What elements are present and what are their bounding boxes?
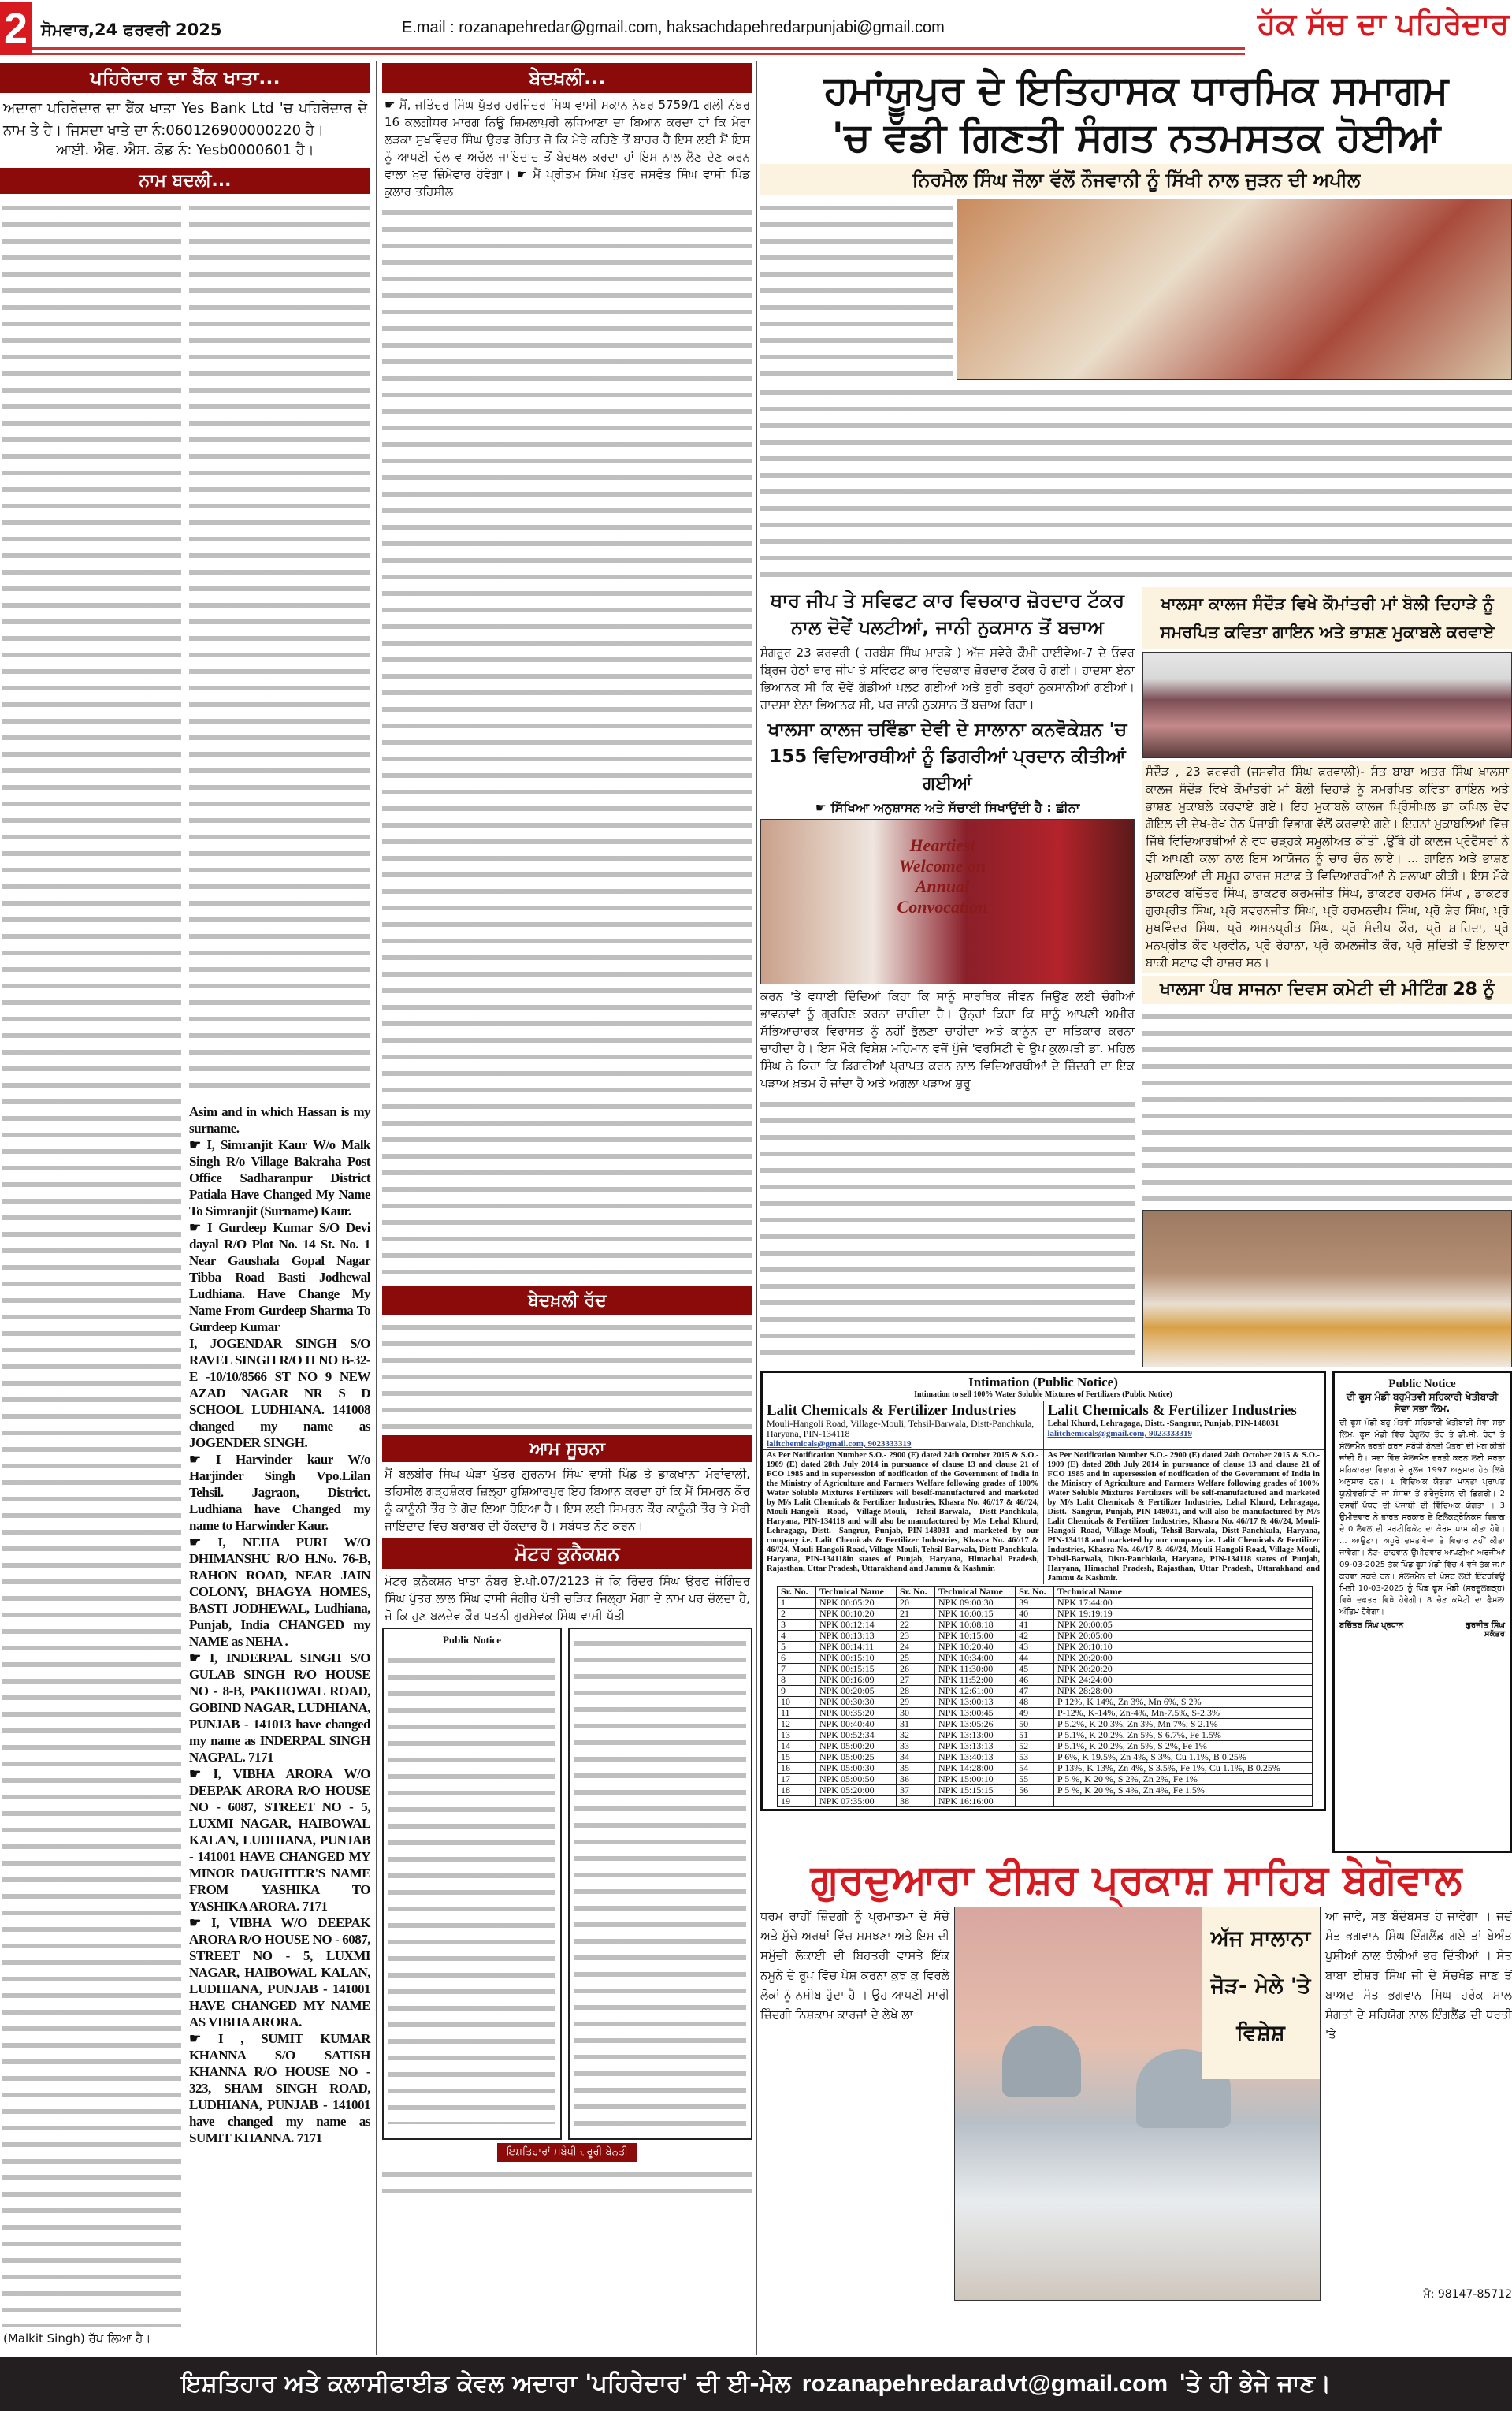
- serial-number-cell: 40: [1016, 1609, 1054, 1620]
- serial-number-cell: 27: [897, 1675, 935, 1686]
- technical-name-cell: NPK 20:00:05: [1054, 1620, 1313, 1631]
- table-row: [778, 1774, 1313, 1785]
- company-address: Lehal Khurd, Lehragaga, Distt. -Sangrur, Punjab, PIN-148031: [1047, 1419, 1280, 1428]
- disinheritance-cancel-text: [382, 1318, 752, 1432]
- serial-number-cell: 6: [778, 1653, 816, 1664]
- mid-stories-row: [760, 587, 1512, 1367]
- technical-name-cell: P 5 %, K 20 %, S 2%, Zn 2%, Fe 1%: [1054, 1774, 1313, 1785]
- notice-item: I, JOGENDAR SINGH S/O RAVEL SINGH R/O H NO B-32-E -10/10/8566 ST NO 9 NEW AZAD NAGAR NR S D SCHOOL LUDHIANA. 141008 changed my name as JOGENDER SINGH.: [189, 1336, 370, 1450]
- table-row: [778, 1730, 1313, 1741]
- serial-number-cell: 26: [897, 1664, 935, 1675]
- technical-name-cell: NPK 10:20:40: [935, 1642, 1016, 1653]
- technical-name-cell: NPK 13:00:13: [935, 1697, 1016, 1708]
- serial-number-cell: 10: [778, 1697, 816, 1708]
- khalsa-panth-text: [1142, 1007, 1512, 1207]
- column-divider: [756, 61, 757, 2355]
- technical-name-cell: P 5 %, K 20 %, S 4%, Zn 4%, Fe 1.5%: [1054, 1785, 1313, 1796]
- gurdwara-photo: [954, 1907, 1321, 2301]
- college-headline: [1142, 587, 1512, 649]
- serial-number-cell: 2: [778, 1609, 816, 1620]
- general-notice-text: ਮੈਂ ਬਲਬੀਰ ਸਿੰਘ ਘੇੜਾ ਪੁੱਤਰ ਗੁਰਨਾਮ ਸਿੰਘ ਵਾਸੀ ਪਿੰਡ ਤੇ ਡਾਕਖਾਨਾ ਮੋਰਾਂਵਾਲੀ, ਤਹਿਸੀਲ ਗੜ੍ਹਸ਼ੰਕਰ ਜ਼ਿਲ੍ਹਾ ਹੁਸ਼ਿਆਰਪੁਰ ਇਹ ਬਿਆਨ ਕਰਦਾ ਹਾਂ ਕਿ ਮੈਂ ਸਿਮਰਨ ਕੌਰ ਨੂੰ ਕਾਨੂੰਨੀ ਤੌਰ ਤੇ ਗੋਦ ਲਿਆ ਹੋਇਆ ਹੈ। ਇਸ ਲਈ ਸਿਮਰਨ ਕੌਰ ਕਾਨੂੰਨੀ ਤੌਰ ਤੇ ਮੇਰੀ ਜਾਇਦਾਦ ਵਿਚ ਬਰਾਬਰ ਦੀ ਹੱਕਦਾਰ ਹੈ। ਸਬੰਧਤ ਨੋਟ ਕਰਨ।: [385, 1467, 750, 1533]
- gurdwara-text-right: ਆ ਜਾਵੇ, ਸਭ ਬੰਦੋਬਸਤ ਹੋ ਜਾਵੇਗਾ । ਜਦੋਂ ਸੰਤ ਭਗਵਾਨ ਸਿੰਘ ਇੰਗਲੈਂਡ ਗਏ ਤਾਂ ਬੇਅੰਤ ਖੁਸ਼ੀਆਂ ਨਾਲ ਝੋਲੀਆਂ ਭਰ ਦਿੱਤੀਆਂ । ਸੰਤ ਬਾਬਾ ਈਸ਼ਰ ਸਿੰਘ ਜੀ ਦੇ ਸੱਚਖੰਡ ਜਾਣ ਤੋਂ ਬਾਅਦ ਸੰਤ ਭਗਵਾਨ ਸਿੰਘ ਹਰੇਕ ਸਾਲ ਸੰਗਤਾਂ ਦੇ ਸਹਿਯੋਗ ਨਾਲ ਇੰਗਲੈਂਡ ਦੀ ਧਰਤੀ 'ਤੇ: [1325, 1909, 1512, 2041]
- main-story-text: [760, 199, 953, 380]
- table-header: Technical Name: [815, 1587, 896, 1598]
- table-row: [778, 1642, 1313, 1653]
- table-row: [778, 1719, 1313, 1730]
- serial-number-cell: 21: [897, 1609, 935, 1620]
- issue-date: ਸੋਮਵਾਰ,24 ਫਰਵਰੀ 2025: [41, 20, 222, 39]
- motor-connection-text: ਮੋਟਰ ਕੁਨੈਕਸ਼ਨ ਖਾਤਾ ਨੰਬਰ ਏ.ਪੀ.07/2123 ਜੋ ਕਿ ਰਿੰਦਰ ਸਿੰਘ ਉਰਫ ਜੋਗਿੰਦਰ ਸਿੰਘ ਪੁੱਤਰ ਲਾਲ ਸਿੰਘ ਵਾਸੀ ਜੰਗੀਰ ਪੱਤੀ ਚੜਿੱਕ ਜਿਲ੍ਹਾ ਮੋਗਾ ਦੇ ਨਾਮ ਪਰ ਚੱਲਦਾ ਹੈ, ਜੋ ਕਿ ਹੁਣ ਬਲਦੇਵ ਕੌਰ ਪਤਨੀ ਗੁਰਸੇਵਕ ਸਿੰਘ ਵਾਸੀ ਪੱਤੀ: [385, 1574, 750, 1623]
- technical-name-cell: NPK 15:00:10: [935, 1774, 1016, 1785]
- technical-name-cell: NPK 00:16:09: [815, 1675, 896, 1686]
- intimation-notice: [760, 1371, 1326, 1811]
- technical-name-cell: NPK 09:00:30: [935, 1598, 1016, 1609]
- table-row: [778, 1708, 1313, 1719]
- table-row: [778, 1796, 1313, 1807]
- president-signature: ਬਚਿੱਤਰ ਸਿੰਘ ਪ੍ਰਧਾਨ: [1339, 1621, 1404, 1630]
- notice-last-line: (Malkit Singh) ਰੱਖ ਲਿਆ ਹੈ।: [3, 2331, 151, 2346]
- notice-item: ☛ I, VIBHA W/O DEEPAK ARORA R/O HOUSE NO - 6087, STREET NO - 5, LUXMI NAGAR, HAIBOWAL KALAN, LUDHIANA, PUNJAB - 141001 HAVE CHANGED MY NAME AS VIBHA ARORA.: [189, 1915, 370, 2030]
- notice-item: ☛ I, Simranjit Kaur W/o Malk Singh R/o Village Bakraha Post Office Sadharanpur District Patiala Have Changed My Name To Simranjit (Surname) Kaur.: [189, 1137, 370, 1219]
- company-name: Lalit Chemicals & Fertilizer Industries: [767, 1402, 1016, 1419]
- college-headline-line-1: ਖਾਲਸਾ ਕਾਲਜ ਸੰਦੌੜ ਵਿਖੇ ਕੌਮਾਂਤਰੀ ਮਾਂ ਬੋਲੀ ਦਿਹਾੜੇ ਨੂੰ: [1161, 594, 1494, 613]
- technical-name-cell: P 12%, K 14%, Zn 3%, Mn 6%, S 2%: [1054, 1697, 1313, 1708]
- serial-number-cell: 12: [778, 1719, 816, 1730]
- technical-name-cell: NPK 14:28:00: [935, 1763, 1016, 1774]
- public-notice-title: Public Notice: [1388, 1378, 1456, 1390]
- convocation-headline-line-1: ਖਾਲਸਾ ਕਾਲਜ ਚਵਿੰਡਾ ਦੇਵੀ ਦੇ ਸਾਲਾਨਾ ਕਨਵੋਕੇਸ਼ਨ 'ਚ: [767, 720, 1127, 740]
- serial-number-cell: 52: [1016, 1741, 1054, 1752]
- company-address: Mouli-Hangoli Road, Village-Mouli, Tehsil-Barwala, Distt-Panchkula, Haryana, PIN-134118: [767, 1418, 1035, 1439]
- serial-number-cell: 39: [1016, 1598, 1054, 1609]
- footer-suffix: 'ਤੇ ਹੀ ਭੇਜੇ ਜਾਣ।: [1179, 2370, 1332, 2398]
- fertilizer-grades-table: [777, 1586, 1313, 1807]
- technical-name-cell: NPK 05:00:30: [815, 1763, 896, 1774]
- notice-item: Asim and in which Hassan is my surname.: [189, 1104, 370, 1136]
- technical-name-cell: P-12%, K-14%, Zn-4%, Mn-7.5%, S-2.3%: [1054, 1708, 1313, 1719]
- technical-name-cell: NPK 20:05:00: [1054, 1631, 1313, 1642]
- technical-name-cell: NPK 12:61:00: [935, 1686, 1016, 1697]
- serial-number-cell: 30: [897, 1708, 935, 1719]
- annual-fair-tag: ਅੱਜ ਸਾਲਾਨਾ ਜੋੜ- ਮੇਲੇ 'ਤੇ ਵਿਸ਼ੇਸ਼: [1202, 1907, 1320, 2079]
- table-row: [778, 1631, 1313, 1642]
- table-row: [778, 1620, 1313, 1631]
- college-event-photo: [1142, 652, 1512, 758]
- serial-number-cell: 18: [778, 1785, 816, 1796]
- notice-item: ☛ I Gurdeep Kumar S/O Devi dayal R/O Plot No. 14 St. No. 1 Near Gaushala Gopal Nagar Tibba Road Basti Jodhewal Ludhiana. Have Change My Name From Gurdeep Sharma To Gurdeep Kumar: [189, 1220, 370, 1334]
- convocation-kicker: ☛ ਸਿੱਖਿਆ ਅਨੁਸ਼ਾਸਨ ਅਤੇ ਸੱਚਾਈ ਸਿਖਾਉਂਦੀ ਹੈ : ਛੀਨਾ: [815, 800, 1080, 815]
- convocation-photo: [760, 819, 1135, 984]
- serial-number-cell: 48: [1016, 1697, 1054, 1708]
- serial-number-cell: 47: [1016, 1686, 1054, 1697]
- table-header: Technical Name: [1054, 1587, 1313, 1598]
- technical-name-cell: NPK 05:20:00: [815, 1785, 896, 1796]
- notice-box-title: Public Notice: [442, 1634, 501, 1646]
- technical-name-cell: NPK 00:14:11: [815, 1642, 896, 1653]
- main-headline: [760, 66, 1512, 161]
- technical-name-cell: NPK 07:35:00: [815, 1796, 896, 1807]
- serial-number-cell: 56: [1016, 1785, 1054, 1796]
- technical-name-cell: NPK 17:44:00: [1054, 1598, 1313, 1609]
- name-change-punjabi-notices: [2, 199, 181, 2327]
- technical-name-cell: [1054, 1796, 1313, 1807]
- notification-left: As Per Notification Number S.O.- 2900 (E) dated 24th October 2015 & S.O.- 1909 (E) dated 28th July 2014 in pursuance of clause 13 and clause 21 of FCO 1985 and in supersession of notification of the Government of India in the Ministry of Agriculture and Farmers Welfare following grades of 100% Water Soluble Mixtures Fertilizers will beself-manufactured and marketed by M/s Lalit Chemicals & Fertilizer Industries, Khasra No. 46//17 & 46//24, Mouli-Hangoli Road, Village-Mouli, Tehsil-Barwala, Distt-Panchkula, Haryana, PIN-134118 and will also be manufactured by M/s Lehal Khurd, Lehragaga, Distt. -Sangrur, Punjab, PIN-148031 and marketed by our company i.e. Lalit Chemicals & Fertilizer Industries, Khasra No. 46//17 & 46//24, Mouli-Hangoli Road, Village-Mouli, Tehsil-Barwala, Distt-Panchkula, Haryana, PIN-134118in states of Punjab, Haryana, Himachal Pradesh, Rajasthan, Uttar Pradesh, Uttarakhand and Jammu & Kashmir.: [763, 1450, 1044, 1584]
- serial-number-cell: 3: [778, 1620, 816, 1631]
- serial-number-cell: 46: [1016, 1675, 1054, 1686]
- technical-name-cell: NPK 00:40:40: [815, 1719, 896, 1730]
- header-rule: [32, 47, 1245, 55]
- serial-number-cell: 13: [778, 1730, 816, 1741]
- table-row: [778, 1752, 1313, 1763]
- serial-number-cell: 41: [1016, 1620, 1054, 1631]
- serial-number-cell: 8: [778, 1675, 816, 1686]
- technical-name-cell: NPK 00:15:10: [815, 1653, 896, 1664]
- newspaper-logo: ਹੱਕ ਸੱਚ ਦਾ ਪਹਿਰੇਦਾਰ: [1257, 6, 1509, 41]
- serial-number-cell: 20: [897, 1598, 935, 1609]
- convocation-headline: [760, 716, 1135, 797]
- bank-account-text: ਅਦਾਰਾ ਪਹਿਰੇਦਾਰ ਦਾ ਬੈਂਕ ਖਾਤਾ Yes Bank Ltd 'ਚ ਪਹਿਰੇਦਾਰ ਦੇ ਨਾਮ ਤੇ ਹੈ। ਜਿਸਦਾ ਖਾਤੇ ਦਾ ਨੰ:060126900000220 ਹੈ।: [3, 100, 367, 139]
- technical-name-cell: NPK 00:30:30: [815, 1697, 896, 1708]
- technical-name-cell: P 5.1%, K 20.2%, Zn 5%, S 2%, Fe 1%: [1054, 1741, 1313, 1752]
- technical-name-cell: NPK 28:28:00: [1054, 1686, 1313, 1697]
- column-divider: [376, 61, 377, 2355]
- technical-name-cell: NPK 13:05:26: [935, 1719, 1016, 1730]
- technical-name-cell: NPK 20:20:20: [1054, 1664, 1313, 1675]
- accident-headline: [760, 587, 1135, 641]
- table-header: Sr. No.: [1016, 1587, 1054, 1598]
- serial-number-cell: 25: [897, 1653, 935, 1664]
- intimation-title: Intimation (Public Notice): [968, 1375, 1118, 1390]
- technical-name-cell: NPK 00:10:20: [815, 1609, 896, 1620]
- serial-number-cell: 32: [897, 1730, 935, 1741]
- college-headline-line-2: ਸਮਰਪਿਤ ਕਵਿਤਾ ਗਾਇਨ ਅਤੇ ਭਾਸ਼ਣ ਮੁਕਾਬਲੇ ਕਰਵਾਏ: [1160, 623, 1495, 642]
- convocation-text: ਕਰਨ 'ਤੇ ਵਧਾਈ ਦਿੰਦਿਆਂ ਕਿਹਾ ਕਿ ਸਾਨੂੰ ਸਾਰਥਿਕ ਜੀਵਨ ਜਿਉਣ ਲਈ ਚੰਗੀਆਂ ਭਾਵਨਾਵਾਂ ਨੂੰ ਗ੍ਰਹਿਣ ਕਰਨਾ ਚਾਹੀਦਾ ਹੈ। ਉਨ੍ਹਾਂ ਕਿਹਾ ਕਿ ਸਾਨੂੰ ਆਪਣੀ ਅਮੀਰ ਸੱਭਿਆਚਾਰਕ ਵਿਰਾਸਤ ਨੂੰ ਨਹੀਂ ਭੁੱਲਣਾ ਚਾਹੀਦਾ ਅਤੇ ਕਾਨੂੰਨ ਦਾ ਸਤਿਕਾਰ ਕਰਨਾ ਚਾਹੀਦਾ ਹੈ। ਇਸ ਮੌਕੇ ਵਿਸ਼ੇਸ਼ ਮਹਿਮਾਨ ਵਜੋਂ ਪੁੱਜੇ 'ਵਰਸਿਟੀ ਦੇ ਉਪ ਕੁਲਪਤੀ ਡਾ. ਮਹਿਲ ਸਿੰਘ ਨੇ ਕਿਹਾ ਕਿ ਡਿਗਰੀਆਂ ਪ੍ਰਾਪਤ ਕਰਨ ਨਾਲ ਵਿਦਿਆਰਥੀਆਂ ਦੇ ਜ਼ਿੰਦਗੀ ਦਾ ਇਕ ਪੜਾਅ ਖ਼ਤਮ ਹੋ ਜਾਂਦਾ ਹੈ ਅਤੇ ਅਗਲਾ ਪੜਾਅ ਸ਼ੁਰੂ: [760, 989, 1135, 1090]
- ad-request-heading: ਇਸ਼ਤਿਹਾਰਾਂ ਸਬੰਧੀ ਜ਼ਰੂਰੀ ਬੇਨਤੀ: [497, 2143, 637, 2162]
- footer-banner: [0, 2357, 1512, 2411]
- disinheritance-cancel-heading: ਬੇਦਖ਼ਲੀ ਰੱਦ: [382, 1286, 752, 1315]
- main-story-photo: [957, 199, 1512, 380]
- notice-item: ☛ I Harvinder kaur W/o Harjinder Singh Vpo.Lilan Tehsil. Jagraon, District. Ludhiana have Changed my name to Harwinder Kaur.: [189, 1452, 370, 1533]
- serial-number-cell: 4: [778, 1631, 816, 1642]
- main-headline-line-1: ਹਮਾਂਯੂਪੁਰ ਦੇ ਇਤਿਹਾਸਕ ਧਾਰਮਿਕ ਸਮਾਗਮ: [823, 67, 1449, 113]
- right-stories: [1142, 587, 1512, 1367]
- serial-number-cell: 9: [778, 1686, 816, 1697]
- technical-name-cell: NPK 10:34:00: [935, 1653, 1016, 1664]
- notification-right: As Per Notification Number S.O.- 2900 (E) dated 24th October 2015 & S.O.- 1909 (E) dated 28th July 2014 in pursuance of clause 13 and clause 21 of FCO 1985 and in supersession of notification of the Government of India in the Ministry of Agriculture and Farmers Welfare following grades of 100% Water Soluble Mixtures Fertilizers will be self-manufactured and marketed by M/s Lalit Chemicals & Fertilizer Industries, Lehal Khurd, Lehragaga, Distt. -Sangrur, Punjab, PIN-148031, and will also be manufactured by M/s Lalit Chemicals & Fertilizer Industries, Khasra No. 46//17 & 46//24, Mouli-Hangoli Road, Village-Mouli, Tehsil-Barwala, Distt-Panchkula, Haryana, PIN-134118 and marketed by our company i.e. Lalit Chemicals & Fertilizer Industries, Khasra No. 46//17 & 46//24, Mouli-Hangoli Road, Village-Mouli, Tehsil-Barwala, Distt-Panchkula, Haryana, PIN-134118 states of Punjab, Haryana, Himachal Pradesh, Rajasthan, Uttar Pradesh, Uttarakhand and Jammu & Kashmir.: [1047, 1451, 1320, 1583]
- serial-number-cell: 14: [778, 1741, 816, 1752]
- convocation-headline-line-2: 155 ਵਿਦਿਆਰਥੀਆਂ ਨੂੰ ਡਿਗਰੀਆਂ ਪ੍ਰਦਾਨ ਕੀਤੀਆਂ ਗਈਆਂ: [769, 746, 1126, 794]
- committee-meeting-photo: [1142, 1210, 1512, 1367]
- technical-name-cell: NPK 13:13:13: [935, 1741, 1016, 1752]
- technical-name-cell: NPK 10:15:00: [935, 1631, 1016, 1642]
- technical-name-cell: NPK 00:52:34: [815, 1730, 896, 1741]
- general-notice-heading: ਆਮ ਸੂਚਨਾ: [382, 1435, 752, 1462]
- notice-box-body: [574, 1634, 746, 2134]
- technical-name-cell: NPK 20:20:00: [1054, 1653, 1313, 1664]
- bank-account-heading: ਪਹਿਰੇਦਾਰ ਦਾ ਬੈਂਕ ਖਾਤਾ...: [0, 63, 370, 93]
- serial-number-cell: 33: [897, 1741, 935, 1752]
- right-column: [760, 66, 1512, 2301]
- serial-number-cell: 24: [897, 1642, 935, 1653]
- technical-name-cell: NPK 00:12:14: [815, 1620, 896, 1631]
- serial-number-cell: 19: [778, 1796, 816, 1807]
- table-row: [778, 1598, 1313, 1609]
- technical-name-cell: NPK 11:52:00: [935, 1675, 1016, 1686]
- serial-number-cell: 7: [778, 1664, 816, 1675]
- notice-item: ☛ I, VIBHA ARORA W/O DEEPAK ARORA R/O HOUSE NO - 6087, STREET NO - 5, LUXMI NAGAR, HAIBOWAL KALAN, LUDHIANA, PUNJAB - 141001 HAVE CHANGED MY MINOR DAUGHTER'S NAME FROM YASHIKA TO YASHIKA ARORA. 7171: [189, 1766, 370, 1914]
- company-row: [763, 1401, 1324, 1450]
- notice-item: ☛ I, NEHA PURI W/O DHIMANSHU R/O H.No. 76-B, RAHON ROAD, NEAR JAIN COLONY, BHAGYA HOMES, BASTI JODHEWAL, Ludhiana, Punjab, India CHANGED my NAME as NEHA .: [189, 1535, 370, 1649]
- technical-name-cell: NPK 11:30:00: [935, 1664, 1016, 1675]
- company-right: [1044, 1401, 1324, 1449]
- table-row: [778, 1675, 1313, 1686]
- serial-number-cell: 17: [778, 1774, 816, 1785]
- serial-number-cell: 36: [897, 1774, 935, 1785]
- contact-email: E.mail : rozanapehredar@gmail.com, haksachdapehredarpunjabi@gmail.com: [402, 19, 945, 36]
- main-story-text-cols: [760, 383, 1512, 584]
- notices-row: [760, 1371, 1512, 1853]
- technical-name-cell: NPK 00:05:20: [815, 1598, 896, 1609]
- table-row: [778, 1763, 1313, 1774]
- serial-number-cell: 23: [897, 1631, 935, 1642]
- english-notices: [189, 1103, 370, 2146]
- company-name: Lalit Chemicals & Fertilizer Industries: [1047, 1402, 1297, 1419]
- gurdwara-contact-phone: ਮੋ: 98147-85712: [1423, 2288, 1512, 2301]
- table-row: [778, 1609, 1313, 1620]
- technical-name-cell: NPK 05:00:20: [815, 1741, 896, 1752]
- footer-email[interactable]: rozanapehredaradvt@gmail.com: [801, 2370, 1168, 2397]
- middle-column: [382, 63, 752, 2203]
- serial-number-cell: 31: [897, 1719, 935, 1730]
- technical-name-cell: NPK 13:13:00: [935, 1730, 1016, 1741]
- serial-number-cell: 45: [1016, 1664, 1054, 1675]
- khalsa-panth-headline: ਖਾਲਸਾ ਪੰਥ ਸਾਜਨਾ ਦਿਵਸ ਕਮੇਟੀ ਦੀ ਮੀਟਿੰਗ 28 ਨੂੰ: [1142, 976, 1512, 1004]
- serial-number-cell: 51: [1016, 1730, 1054, 1741]
- motor-connection-heading: ਮੋਟਰ ਕੁਨੈਕਸ਼ਨ: [382, 1538, 752, 1569]
- technical-name-cell: NPK 19:19:19: [1054, 1609, 1313, 1620]
- notice-box-left: [382, 1628, 562, 2140]
- technical-name-cell: NPK 20:10:10: [1054, 1642, 1313, 1653]
- disinheritance-text: ☛ ਮੈਂ, ਜਤਿੰਦਰ ਸਿੰਘ ਪੁੱਤਰ ਹਰਜਿੰਦਰ ਸਿੰਘ ਵਾਸੀ ਮਕਾਨ ਨੰਬਰ 5759/1 ਗਲੀ ਨੰਬਰ 16 ਕਲਗੀਧਰ ਮਾਰਗ ਨਿਊ ਸ਼ਿਮਲਾਪੁਰੀ ਲੁਧਿਆਣਾ ਦਾ ਬਿਆਨ ਕਰਦਾ ਹਾਂ ਕਿ ਮੇਰਾ ਲੜਕਾ ਸੁਖਵਿੰਦਰ ਸਿੰਘ ਉਰਫ ਰੋਹਿਤ ਜੋ ਕਿ ਮੇਰੇ ਕਹਿਣੇ ਤੋਂ ਬਾਹਰ ਹੈ ਇਸ ਲਈ ਮੈਂ ਇਸ ਨੂੰ ਆਪਣੀ ਚੱਲ ਵ ਅਚੱਲ ਜਾਇਦਾਦ ਤੋਂ ਬੇਦਖਲ ਕਰਦਾ ਹਾਂ ਇਸ ਨਾਲ ਲੈਣ ਦੇਣ ਕਰਨ ਵਾਲਾ ਖੁਦ ਜ਼ਿੰਮੇਵਾਰ ਹੋਵੇਗਾ। ☛ ਮੈਂ ਪ੍ਰੀਤਮ ਸਿੰਘ ਪੁੱਤਰ ਜਸਵੰਤ ਸਿੰਘ ਵਾਸੀ ਪਿੰਡ ਕੁਲਾਰ ਤਹਿਸੀਲ: [385, 98, 750, 199]
- company-left: [763, 1401, 1044, 1449]
- technical-name-cell: NPK 00:35:20: [815, 1708, 896, 1719]
- main-subheadline: ਨਿਰਮੈਲ ਸਿੰਘ ਜੌਲਾ ਵੱਲੋਂ ਨੌਜਵਾਨੀ ਨੂੰ ਸਿੱਖੀ ਨਾਲ ਜੁੜਨ ਦੀ ਅਪੀਲ: [760, 164, 1512, 195]
- company-contact[interactable]: lalitchemicals@gmail.com, 9023333319: [767, 1439, 912, 1449]
- gurdwara-row: [760, 1907, 1512, 2301]
- page-number-badge: 2: [0, 2, 32, 55]
- intimation-subtitle: Intimation to sell 100% Water Soluble Mixtures of Fertilizers (Public Notice): [763, 1390, 1324, 1401]
- public-notice-org: ਦੀ ਫੂਸ ਮੰਡੀ ਬਹੁਮੰਤਵੀ ਸਹਿਕਾਰੀ ਖੇਤੀਬਾੜੀ ਸੇਵਾ ਸਭਾ ਲਿਮ.: [1346, 1391, 1499, 1414]
- technical-name-cell: NPK 00:13:13: [815, 1631, 896, 1642]
- technical-name-cell: NPK 13:00:45: [935, 1708, 1016, 1719]
- bank-account-block: [3, 98, 367, 158]
- serial-number-cell: 37: [897, 1785, 935, 1796]
- ifsc-code: ਆਈ. ਐਫ. ਐਸ. ਕੋਡ ਨੰ: Yesb0000601 ਹੈ।: [56, 142, 314, 158]
- secretary-signature: ਗੁਰਜੀਤ ਸਿੰਘ ਸਕੱਤਰ: [1466, 1621, 1505, 1639]
- serial-number-cell: 49: [1016, 1708, 1054, 1719]
- main-headline-line-2: 'ਚ ਵੱਡੀ ਗਿਣਤੀ ਸੰਗਤ ਨਤਮਸਤਕ ਹੋਈਆਂ: [831, 114, 1441, 160]
- technical-name-cell: NPK 15:15:15: [935, 1785, 1016, 1796]
- serial-number-cell: 53: [1016, 1752, 1054, 1763]
- technical-name-cell: NPK 24:24:00: [1054, 1675, 1313, 1686]
- disinheritance-more: [382, 203, 752, 1283]
- serial-number-cell: 50: [1016, 1719, 1054, 1730]
- accident-headline-line-2: ਨਾਲ ਦੋਵੇਂ ਪਲਟੀਆਂ, ਜਾਨੀ ਨੁਕਸਾਨ ਤੋਂ ਬਚਾਅ: [791, 616, 1104, 638]
- technical-name-cell: NPK 16:16:00: [935, 1796, 1016, 1807]
- serial-number-cell: 43: [1016, 1642, 1054, 1653]
- technical-name-cell: NPK 00:15:15: [815, 1664, 896, 1675]
- serial-number-cell: 42: [1016, 1631, 1054, 1642]
- technical-name-cell: P 13%, K 13%, Zn 4%, S 3.5%, Fe 1%, Cu 1.1%, B 0.25%: [1054, 1763, 1313, 1774]
- ad-request-text: [382, 2165, 752, 2203]
- name-change-heading: ਨਾਮ ਬਦਲੀ...: [0, 168, 370, 194]
- serial-number-cell: 1: [778, 1598, 816, 1609]
- gurdwara-text-left: ਧਰਮ ਰਾਹੀਂ ਜ਼ਿੰਦਗੀ ਨੂੰ ਪ੍ਰਮਾਤਮਾ ਦੇ ਸੱਚੇ ਅਤੇ ਸੁੱਚੇ ਅਰਥਾਂ ਵਿੱਚ ਸਮਝਣਾ ਅਤੇ ਇਸ ਦੀ ਸਮੁੱਚੀ ਲੋਕਾਈ ਦੀ ਬਿਹਤਰੀ ਵਾਸਤੇ ਇੱਕ ਨਮੂਨੇ ਦੇ ਰੂਪ ਵਿੱਚ ਪੇਸ਼ ਕਰਨਾ ਕੁਝ ਕੁ ਵਿਰਲੇ ਲੋਕਾਂ ਨੂੰ ਨਸੀਬ ਹੁੰਦਾ ਹੈ । ਉਹ ਆਪਣੀ ਸਾਰੀ ਜ਼ਿੰਦਗੀ ਨਿਸ਼ਕਾਮ ਕਾਰਜਾਂ ਦੇ ਲੇਖੇ ਲਾ: [760, 1909, 949, 2022]
- notification-row: [763, 1450, 1324, 1584]
- technical-name-cell: NPK 13:40:13: [935, 1752, 1016, 1763]
- accident-text: ਸੰਗਰੂਰ 23 ਫਰਵਰੀ ( ਹਰਬੰਸ ਸਿੰਘ ਮਾਰਡੇ ) ਅੱਜ ਸਵੇਰੇ ਕੌਮੀ ਹਾਈਵੇਅ-7 ਦੇ ਓਵਰ ਬ੍ਰਿਜ ਹੇਠਾਂ ਥਾਰ ਜੀਪ ਤੇ ਸਵਿਫਟ ਕਾਰ ਵਿਚਕਾਰ ਜ਼ੋਰਦਾਰ ਟੱਕਰ ਹੋ ਗਈ। ਹਾਦਸਾ ਏਨਾ ਭਿਆਨਕ ਸੀ ਕਿ ਦੋਵੇਂ ਗੱਡੀਆਂ ਪਲਟ ਗਈਆਂ ਅਤੇ ਬੁਰੀ ਤਰ੍ਹਾਂ ਨੁਕਸਾਨੀਆਂ ਗਈਆਂ। ਹਾਦਸਾ ਏਨਾ ਭਿਆਨਕ ਸੀ, ਪਰ ਜਾਨੀ ਨੁਕਸਾਨ ਤੋਂ ਬਚਾਅ ਰਿਹਾ।: [760, 646, 1135, 712]
- serial-number-cell: 55: [1016, 1774, 1054, 1785]
- serial-number-cell: 54: [1016, 1763, 1054, 1774]
- table-header: Sr. No.: [778, 1587, 816, 1598]
- public-notice-box: [1332, 1371, 1512, 1853]
- table-row: [778, 1653, 1313, 1664]
- main-story-row: [760, 199, 1512, 380]
- serial-number-cell: 28: [897, 1686, 935, 1697]
- serial-number-cell: [1016, 1796, 1054, 1807]
- notice-boxes-row: [382, 1628, 752, 2140]
- table-row: [778, 1686, 1313, 1697]
- footer-text: ਇਸ਼ਤਿਹਾਰ ਅਤੇ ਕਲਾਸੀਫਾਈਡ ਕੇਵਲ ਅਦਾਰਾ 'ਪਹਿਰੇਦਾਰ' ਦੀ ਈ-ਮੇਲ: [180, 2370, 791, 2398]
- notice-box-right: [568, 1628, 752, 2140]
- serial-number-cell: 22: [897, 1620, 935, 1631]
- signatures: [1339, 1621, 1505, 1639]
- serial-number-cell: 44: [1016, 1653, 1054, 1664]
- gurdwara-right-col: [1325, 1907, 1512, 2301]
- notice-box-body: [388, 1651, 555, 2124]
- technical-name-cell: NPK 05:00:25: [815, 1752, 896, 1763]
- serial-number-cell: 16: [778, 1763, 816, 1774]
- serial-number-cell: 11: [778, 1708, 816, 1719]
- serial-number-cell: 15: [778, 1752, 816, 1763]
- technical-name-cell: P 5.2%, K 20.3%, Zn 3%, Mn 7%, S 2.1%: [1054, 1719, 1313, 1730]
- accident-headline-line-1: ਥਾਰ ਜੀਪ ਤੇ ਸਵਿਫਟ ਕਾਰ ਵਿਚਕਾਰ ਜ਼ੋਰਦਾਰ ਟੱਕਰ: [771, 590, 1124, 612]
- table-header: Sr. No.: [897, 1587, 935, 1598]
- convocation-banner-text: Heartiest Welcome on Annual Convocation: [897, 835, 988, 917]
- disinheritance-heading: ਬੇਦਖ਼ਲੀ...: [382, 63, 752, 93]
- gurdwara-dome-icon: [1002, 2026, 1081, 2097]
- company-contact[interactable]: lalitchemicals@gmail.com, 9023333319: [1047, 1429, 1192, 1438]
- gurdwara-headline: ਗੁਰਦੁਆਰਾ ਈਸ਼ਰ ਪ੍ਰਕਾਸ਼ ਸਾਹਿਬ ਬੇਗੋਵਾਲ: [810, 1856, 1462, 1903]
- technical-name-cell: NPK 10:08:18: [935, 1620, 1016, 1631]
- college-text: ਸੰਦੌੜ , 23 ਫਰਵਰੀ (ਜਸਵੀਰ ਸਿੰਘ ਫਰਵਾਲੀ)- ਸੰਤ ਬਾਬਾ ਅਤਰ ਸਿੰਘ ਖ਼ਾਲਸਾ ਕਾਲਜ ਸੰਦੌੜ ਵਿਖੇ ਕੌਮਾਂਤਰੀ ਮਾਂ ਬੋਲੀ ਦਿਹਾੜੇ ਨੂੰ ਸਮਰਪਿਤ ਕਵਿਤਾ ਗਾਇਨ ਅਤੇ ਭਾਸ਼ਣ ਮੁਕਾਬਲੇ ਕਰਵਾਏ ਗਏ। ਇਹ ਮੁਕਾਬਲੇ ਕਾਲਜ ਪ੍ਰਿੰਸੀਪਲ ਡਾ ਕਪਿਲ ਦੇਵ ਗੋਇਲ ਦੀ ਦੇਖ-ਰੇਖ ਹੇਠ ਪੰਜਾਬੀ ਵਿਭਾਗ ਵੱਲੋਂ ਕਰਵਾਏ ਗਏ। ਇਹਨਾਂ ਮੁਕਾਬਲਿਆਂ ਵਿੱਚ ਜਿੱਥੇ ਵਿਦਿਆਰਥੀਆਂ ਨੇ ਵਧ ਚੜ੍ਹਕੇ ਸਮੂਲੀਅਤ ਕੀਤੀ ,ਉੱਥੇ ਹੀ ਕਾਲਜ ਪ੍ਰੋਫੈਸਰਾਂ ਨੇ ਵੀ ਆਪਣੀ ਕਲਾ ਨਾਲ ਇਸ ਆਯੋਜਨ ਨੂੰ ਚਾਰ ਚੰਨ ਲਾਏ। ... ਗਾਇਨ ਅਤੇ ਭਾਸ਼ਣ ਮੁਕਾਬਲਿਆਂ ਦੀ ਸਮੂਹ ਕਾਰਜ ਸਟਾਫ ਤੇ ਵਿਦਿਆਰਥੀਆਂ ਨੇ ਸ਼ਲਾਘਾ ਕੀਤੀ। ਇਸ ਮੌਕੇ ਡਾਕਟਰ ਬਚਿੱਤਰ ਸਿੰਘ, ਡਾਕਟਰ ਕਰਮਜੀਤ ਸਿੰਘ, ਡਾਕਟਰ ਹਰਮਨ ਸਿੰਘ , ਡਾਕਟਰ ਗੁਰਪ੍ਰੀਤ ਸਿੰਘ, ਪ੍ਰੋ ਸਵਰਨਜੀਤ ਸਿੰਘ, ਪ੍ਰੋ ਹਰਮਨਦੀਪ ਸਿੰਘ, ਪ੍ਰੋ ਸ਼ੇਰ ਸਿੰਘ, ਪ੍ਰੋ ਸੁਖਵਿੰਦਰ ਸਿੰਘ, ਪ੍ਰੋ ਅਮਨਪ੍ਰੀਤ ਸਿੰਘ, ਪ੍ਰੋ ਸੰਦੀਪ ਕੌਰ, ਪ੍ਰੋ ਸ਼ਾਹਿਦਾ, ਪ੍ਰੋ ਮਨਪ੍ਰੀਤ ਕੌਰ ਪ੍ਰਵੀਨ, ਪ੍ਰੋ ਰੇਹਾਨਾ, ਪ੍ਰੋ ਕਮਲਜੀਤ ਕੌਰ, ਪ੍ਰੋ ਸੁਦਿਤੀ ਤੋਂ ਇਲਾਵਾ ਬਾਕੀ ਸਟਾਫ ਵੀ ਹਾਜ਼ਰ ਸਨ।: [1142, 761, 1512, 973]
- technical-name-cell: NPK 10:00:15: [935, 1609, 1016, 1620]
- notice-item: ☛ I, INDERPAL SINGH S/O GULAB SINGH R/O HOUSE NO - 8-B, PAKHOWAL ROAD, GOBIND NAGAR, LUDHIANA, PUNJAB - 141013 have changed my name as INDERPAL SINGH NAGPAL. 7171: [189, 1650, 370, 1765]
- technical-name-cell: P 6%, K 19.5%, Zn 4%, S 3%, Cu 1.1%, B 0.25%: [1054, 1752, 1313, 1763]
- left-stories: [760, 587, 1135, 1367]
- technical-name-cell: P 5.1%, K 20.2%, Zn 5%, S 6.7%, Fe 1.5%: [1054, 1730, 1313, 1741]
- serial-number-cell: 35: [897, 1763, 935, 1774]
- table-row: [778, 1785, 1313, 1796]
- table-row: [778, 1697, 1313, 1708]
- technical-name-cell: NPK 05:00:50: [815, 1774, 896, 1785]
- serial-number-cell: 38: [897, 1796, 935, 1807]
- name-change-punjabi-notices-2: [189, 199, 370, 1097]
- table-row: [778, 1741, 1313, 1752]
- table-row: [778, 1664, 1313, 1675]
- table-header: Technical Name: [935, 1587, 1016, 1598]
- notice-item: ☛ I , SUMIT KUMAR KHANNA S/O SATISH KHANNA R/O HOUSE NO - 323, SHAM SINGH ROAD, LUDHIANA, PUNJAB - 141001 have changed my name as SUMIT KHANNA. 7171: [189, 2031, 370, 2145]
- serial-number-cell: 5: [778, 1642, 816, 1653]
- serial-number-cell: 29: [897, 1697, 935, 1708]
- technical-name-cell: NPK 00:20:05: [815, 1686, 896, 1697]
- serial-number-cell: 34: [897, 1752, 935, 1763]
- public-notice-body: ਦੀ ਫੂਸ ਮੰਡੀ ਬਹੁ ਮੰਤਵੀ ਸਹਿਕਾਰੀ ਖੇਤੀਬਾੜੀ ਸੇਵਾ ਸਭਾ ਲਿਮ. ਫੂਸ ਮੰਡੀ ਵਿੱਚ ਰੈਗੂਲਰ ਤੌਰ ਤੇ ਡੀ.ਸੀ. ਰੇਟਾਂ ਤੇ ਸੇਲਜਮੈਨ ਭਰਤੀ ਕਰਨ ਸਬੰਧੀ ਬੇਨਤੀ ਪੱਤਰਾਂ ਦੀ ਮੰਗ ਕੀਤੀ ਜਾਂਦੀ ਹੈ। ਸਭਾ ਵਿੱਚ ਸੇਲਜਮੈਨ ਭਰਤੀ ਕਰਨ ਲਈ ਸਰਤਾ ਸਹਿਕਾਰਤਾ ਵਿਭਾਗ ਦੇ ਰੂਲਜ 1997 ਅਨੁਸਾਰ ਹੇਠ ਲਿਖੇ ਅਨੁਸਾਰ ਹਨ। 1 ਵਿੱਦਿਅਕ ਯੋਗਤਾ ਮਾਨਤਾ ਪ੍ਰਾਪਤ ਯੂਨੀਵਰਸਿਟੀ ਜਾਂ ਸੰਸਥਾ ਤੋਂ ਗਰੈਜੂਏਸ਼ਨ ਦੀ ਡਿਗਰੀ। 2 ਦਸਵੀਂ ਪੱਧਰ ਦੀ ਪੰਜਾਬੀ ਦੀ ਵਿੱਦਿਅਕ ਯੋਗਤਾ । 3 ਉਮੀਦਵਾਰ ਨੇ ਭਾਰਤ ਸਰਕਾਰ ਦੇ ਇਲੈਕਟ੍ਰੋਨਿਕਸ ਵਿਭਾਗ ਦੇ 0 ਲੈਵਲ ਦੀ ਸਰਟੀਫਿਕੇਟ ਦਾ ਕੋਰਸ ਪਾਸ ਕੀਤਾ ਹੋਵੇ। ... ਆਉਣਾ। ਅਧੂਰੇ ਦਸਤਾਵੇਜਾ ਤੇ ਵਿਚਾਰ ਨਹੀਂ ਕੀਤਾ ਜਾਵੇਗਾ। ਨੋਟ- ਚਾਹਵਾਨ ਉਮੀਦਵਾਰ ਆਪਣੀਆਂ ਅਰਜੀਆਂ 09-03-2025 ਤੱਕ ਪਿੰਡ ਫੂਸ ਮੰਡੀ ਵਿੱਚ 4 ਵਜੇ ਤੱਕ ਜਮਾਂ ਕਰਵਾ ਸਕਦੇ ਹਨ। ਸੇਲਜਮੈਨ ਦੀ ਪੋਸਟ ਲਈ ਇੰਟਰਵਿਊ ਮਿਤੀ 10-03-2025 ਨੂੰ ਪਿੰਡ ਫੂਸ ਮੰਡੀ (ਸਰਦੂਲਗੜ੍ਹ) ਵਿਖੇ ਦਫਤਰ ਵਿਖੇ ਹੋਵੇਗੀ। 8 ਚੋਣ ਕਮੇਟੀ ਦਾ ਫੈਸਲਾ ਅੰਤਿਮ ਹੋਵੇਗਾ।: [1339, 1419, 1505, 1617]
- convocation-text-more: [760, 1095, 1135, 1367]
